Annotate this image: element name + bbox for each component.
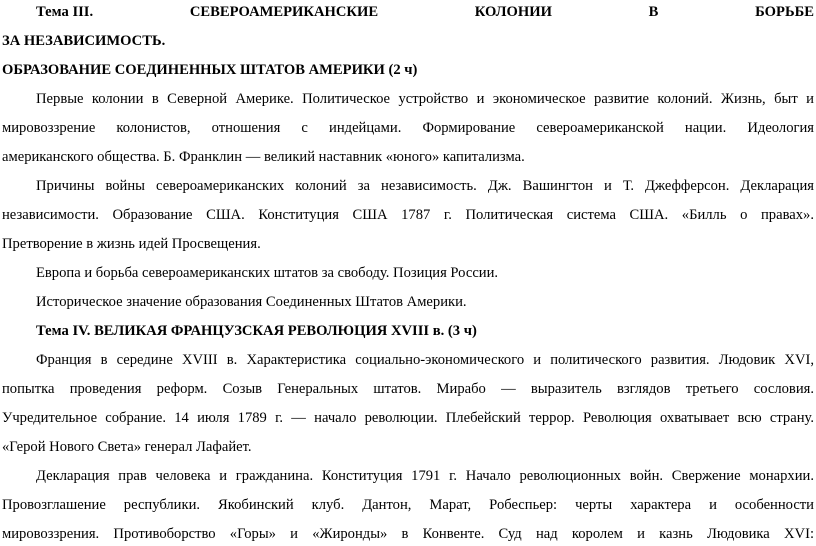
topic3-heading: [2, 0, 814, 24]
topic3-paragraph-3: Европа и борьба североамериканских штатов за свободу. Позиция России.: [36, 265, 499, 281]
paragraph-line: Декларация прав человека и гражданина. Конституция 1791 г. Начало революционных войн. Свержение монархии.: [36, 468, 814, 484]
paragraph-line: независимости. Образование США. Конституция США 1787 г. Политическая система США. «Билль о правах».: [2, 207, 814, 223]
topic4-paragraph-2: [2, 464, 814, 546]
paragraph-line: Провозглашение республики. Якобинский клуб. Дантон, Марат, Робеспьер: черты характера и особенности: [2, 497, 814, 513]
topic3-paragraph-2: [2, 174, 814, 256]
paragraph-line: американского общества. Б. Франклин — великий наставник «юного» капитализма.: [2, 149, 525, 165]
topic4-paragraph-1: [2, 348, 814, 459]
paragraph-line: «Герой Нового Света» генерал Лафайет.: [2, 439, 252, 455]
paragraph-line: мировоззрения. Противоборство «Горы» и «Жиронды» в Конвенте. Суд над королем и казнь Людовика XVI:: [2, 526, 814, 542]
topic3-heading-word: БОРЬБЕ: [755, 4, 814, 20]
paragraph-line: Франция в середине XVIII в. Характеристика социально-экономического и политического развития. Людовик XVI,: [36, 352, 814, 368]
topic3-heading-word: В: [648, 4, 659, 20]
paragraph-line: Причины войны североамериканских колоний за независимость. Дж. Вашингтон и Т. Джефферсон. Декларация: [36, 178, 814, 194]
topic3-heading-word: Тема III.: [36, 4, 94, 20]
paragraph-line: Претворение в жизнь идей Просвещения.: [2, 236, 261, 252]
paragraph-line: попытка проведения реформ. Созыв Генеральных штатов. Мирабо — выразитель взглядов третьего сословия.: [2, 381, 814, 397]
topic3-heading-continuation: ЗА НЕЗАВИСИМОСТЬ.: [2, 33, 166, 49]
paragraph-line: Учредительное собрание. 14 июля 1789 г. — начало революции. Плебейский террор. Революция охватывает всю страну.: [2, 410, 814, 426]
topic3-heading-word: КОЛОНИИ: [474, 4, 552, 20]
topic4-heading: Тема IV. ВЕЛИКАЯ ФРАНЦУЗСКАЯ РЕВОЛЮЦИЯ XVIII в. (3 ч): [36, 323, 477, 339]
paragraph-line: Первые колонии в Северной Америке. Политическое устройство и экономическое развитие колоний. Жизнь, быт и: [36, 91, 814, 107]
topic3-paragraph-4: Историческое значение образования Соединенных Штатов Америки.: [36, 294, 467, 310]
topic3-subheading: ОБРАЗОВАНИЕ СОЕДИНЕННЫХ ШТАТОВ АМЕРИКИ (2 ч): [2, 62, 418, 78]
topic3-paragraph-1: [2, 87, 814, 169]
topic3-heading-word: СЕВЕРОАМЕРИКАНСКИЕ: [189, 4, 379, 20]
paragraph-line: мировоззрение колонистов, отношения с индейцами. Формирование североамериканской нации. Идеология: [2, 120, 814, 136]
